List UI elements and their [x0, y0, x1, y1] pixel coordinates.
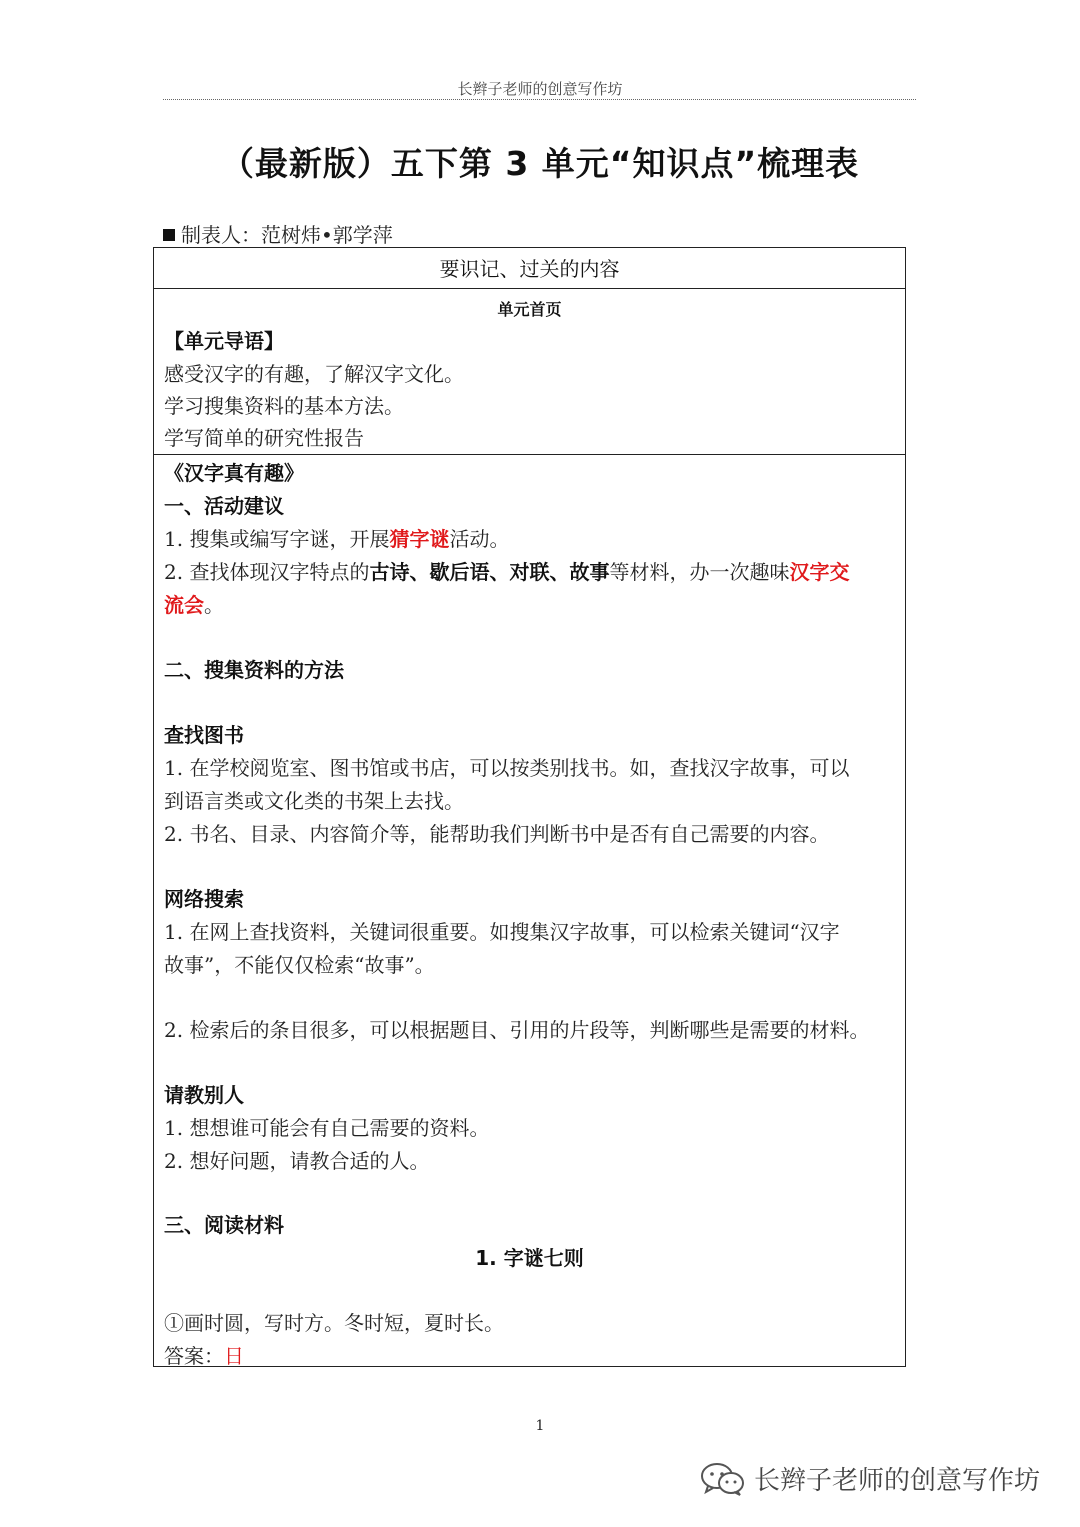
unit-home-heading: 单元首页 [497, 300, 562, 319]
activity-line-2 [164, 556, 897, 588]
riddle-1: ①画时圆，写时方。冬时短，夏时长。 [164, 1311, 504, 1335]
web-line-3: 2. 检索后的条目很多，可以根据题目、引用的片段等，判断哪些是需要的材料。 [164, 1018, 870, 1042]
riddle-1-answer [164, 1340, 897, 1372]
books-line-1: 1. 在学校阅览室、图书馆或书店，可以按类别找书。如，查找汉字故事，可以 [164, 756, 850, 780]
web-line-1: 1. 在网上查找资料，关键词很重要。如搜集汉字故事，可以检索关键词“汉字 [164, 920, 840, 944]
books-line-3: 2. 书名、目录、内容简介等，能帮助我们判断书中是否有自己需要的内容。 [164, 822, 830, 846]
unit-home-row [154, 289, 905, 455]
guide-line-2: 学习搜集资料的基本方法。 [164, 394, 404, 418]
watermark [700, 1460, 1040, 1497]
bold-span: 故事 [569, 560, 610, 584]
highlight-red: 流会 [164, 593, 204, 617]
document-title: （最新版）五下第 3 单元“知识点”梳理表 [220, 144, 860, 183]
web-line-2: 故事”，不能仅仅检索“故事”。 [164, 953, 435, 977]
web-title: 网络搜索 [164, 887, 244, 911]
books-title: 查找图书 [164, 723, 244, 747]
author-text: 制表人：范树炜•郭学萍 [181, 223, 393, 247]
ask-line-1: 1. 想想谁可能会有自己需要的资料。 [164, 1116, 490, 1140]
bold-span: 、 [409, 560, 430, 584]
bold-span: 、 [549, 560, 570, 584]
activity-line-3 [164, 589, 897, 621]
text-span: 1. 搜集或编写字谜，开展 [164, 527, 390, 551]
bold-span: 古诗 [369, 560, 410, 584]
ask-title: 请教别人 [164, 1083, 244, 1107]
watermark-text: 长辫子老师的创意写作坊 [754, 1466, 1041, 1496]
wechat-icon [700, 1462, 746, 1496]
books-line-2: 到语言类或文化类的书架上去找。 [164, 789, 464, 813]
guide-line-3: 学写简单的研究性报告 [164, 426, 364, 450]
running-header: 长辫子老师的创意写作坊 [457, 80, 623, 98]
ask-line-2: 2. 想好问题，请教合适的人。 [164, 1149, 430, 1173]
lesson-title: 《汉字真有趣》 [164, 461, 304, 485]
riddle-heading: 1. 字谜七则 [475, 1246, 584, 1270]
text-span: 等材料，办一次趣味 [609, 560, 790, 584]
answer-value: 日 [224, 1344, 244, 1368]
author-line [163, 219, 393, 248]
text-span: 活动。 [449, 527, 510, 551]
highlight-red: 汉字交 [789, 560, 850, 584]
answer-label: 答案： [164, 1344, 224, 1368]
activity-line-1 [164, 523, 897, 555]
highlight-red: 猜字谜 [389, 527, 450, 551]
text-span: 。 [204, 593, 224, 617]
header-divider [163, 99, 916, 100]
unit-guide-title: 【单元导语】 [164, 329, 284, 353]
bold-span: 歇后语 [429, 560, 490, 584]
section-3-title: 三、阅读材料 [164, 1213, 284, 1237]
section-1-title: 一、活动建议 [164, 494, 284, 518]
text-span: 2. 查找体现汉字特点的 [164, 560, 370, 584]
section-2-title: 二、搜集资料的方法 [164, 658, 344, 682]
bold-span: 对联 [509, 560, 550, 584]
square-bullet-icon [163, 229, 175, 241]
table-header: 要识记、过关的内容 [154, 248, 905, 289]
knowledge-table [153, 247, 906, 1367]
guide-line-1: 感受汉字的有趣，了解汉字文化。 [164, 362, 464, 386]
bold-span: 、 [489, 560, 510, 584]
page-number: 1 [535, 1418, 545, 1434]
